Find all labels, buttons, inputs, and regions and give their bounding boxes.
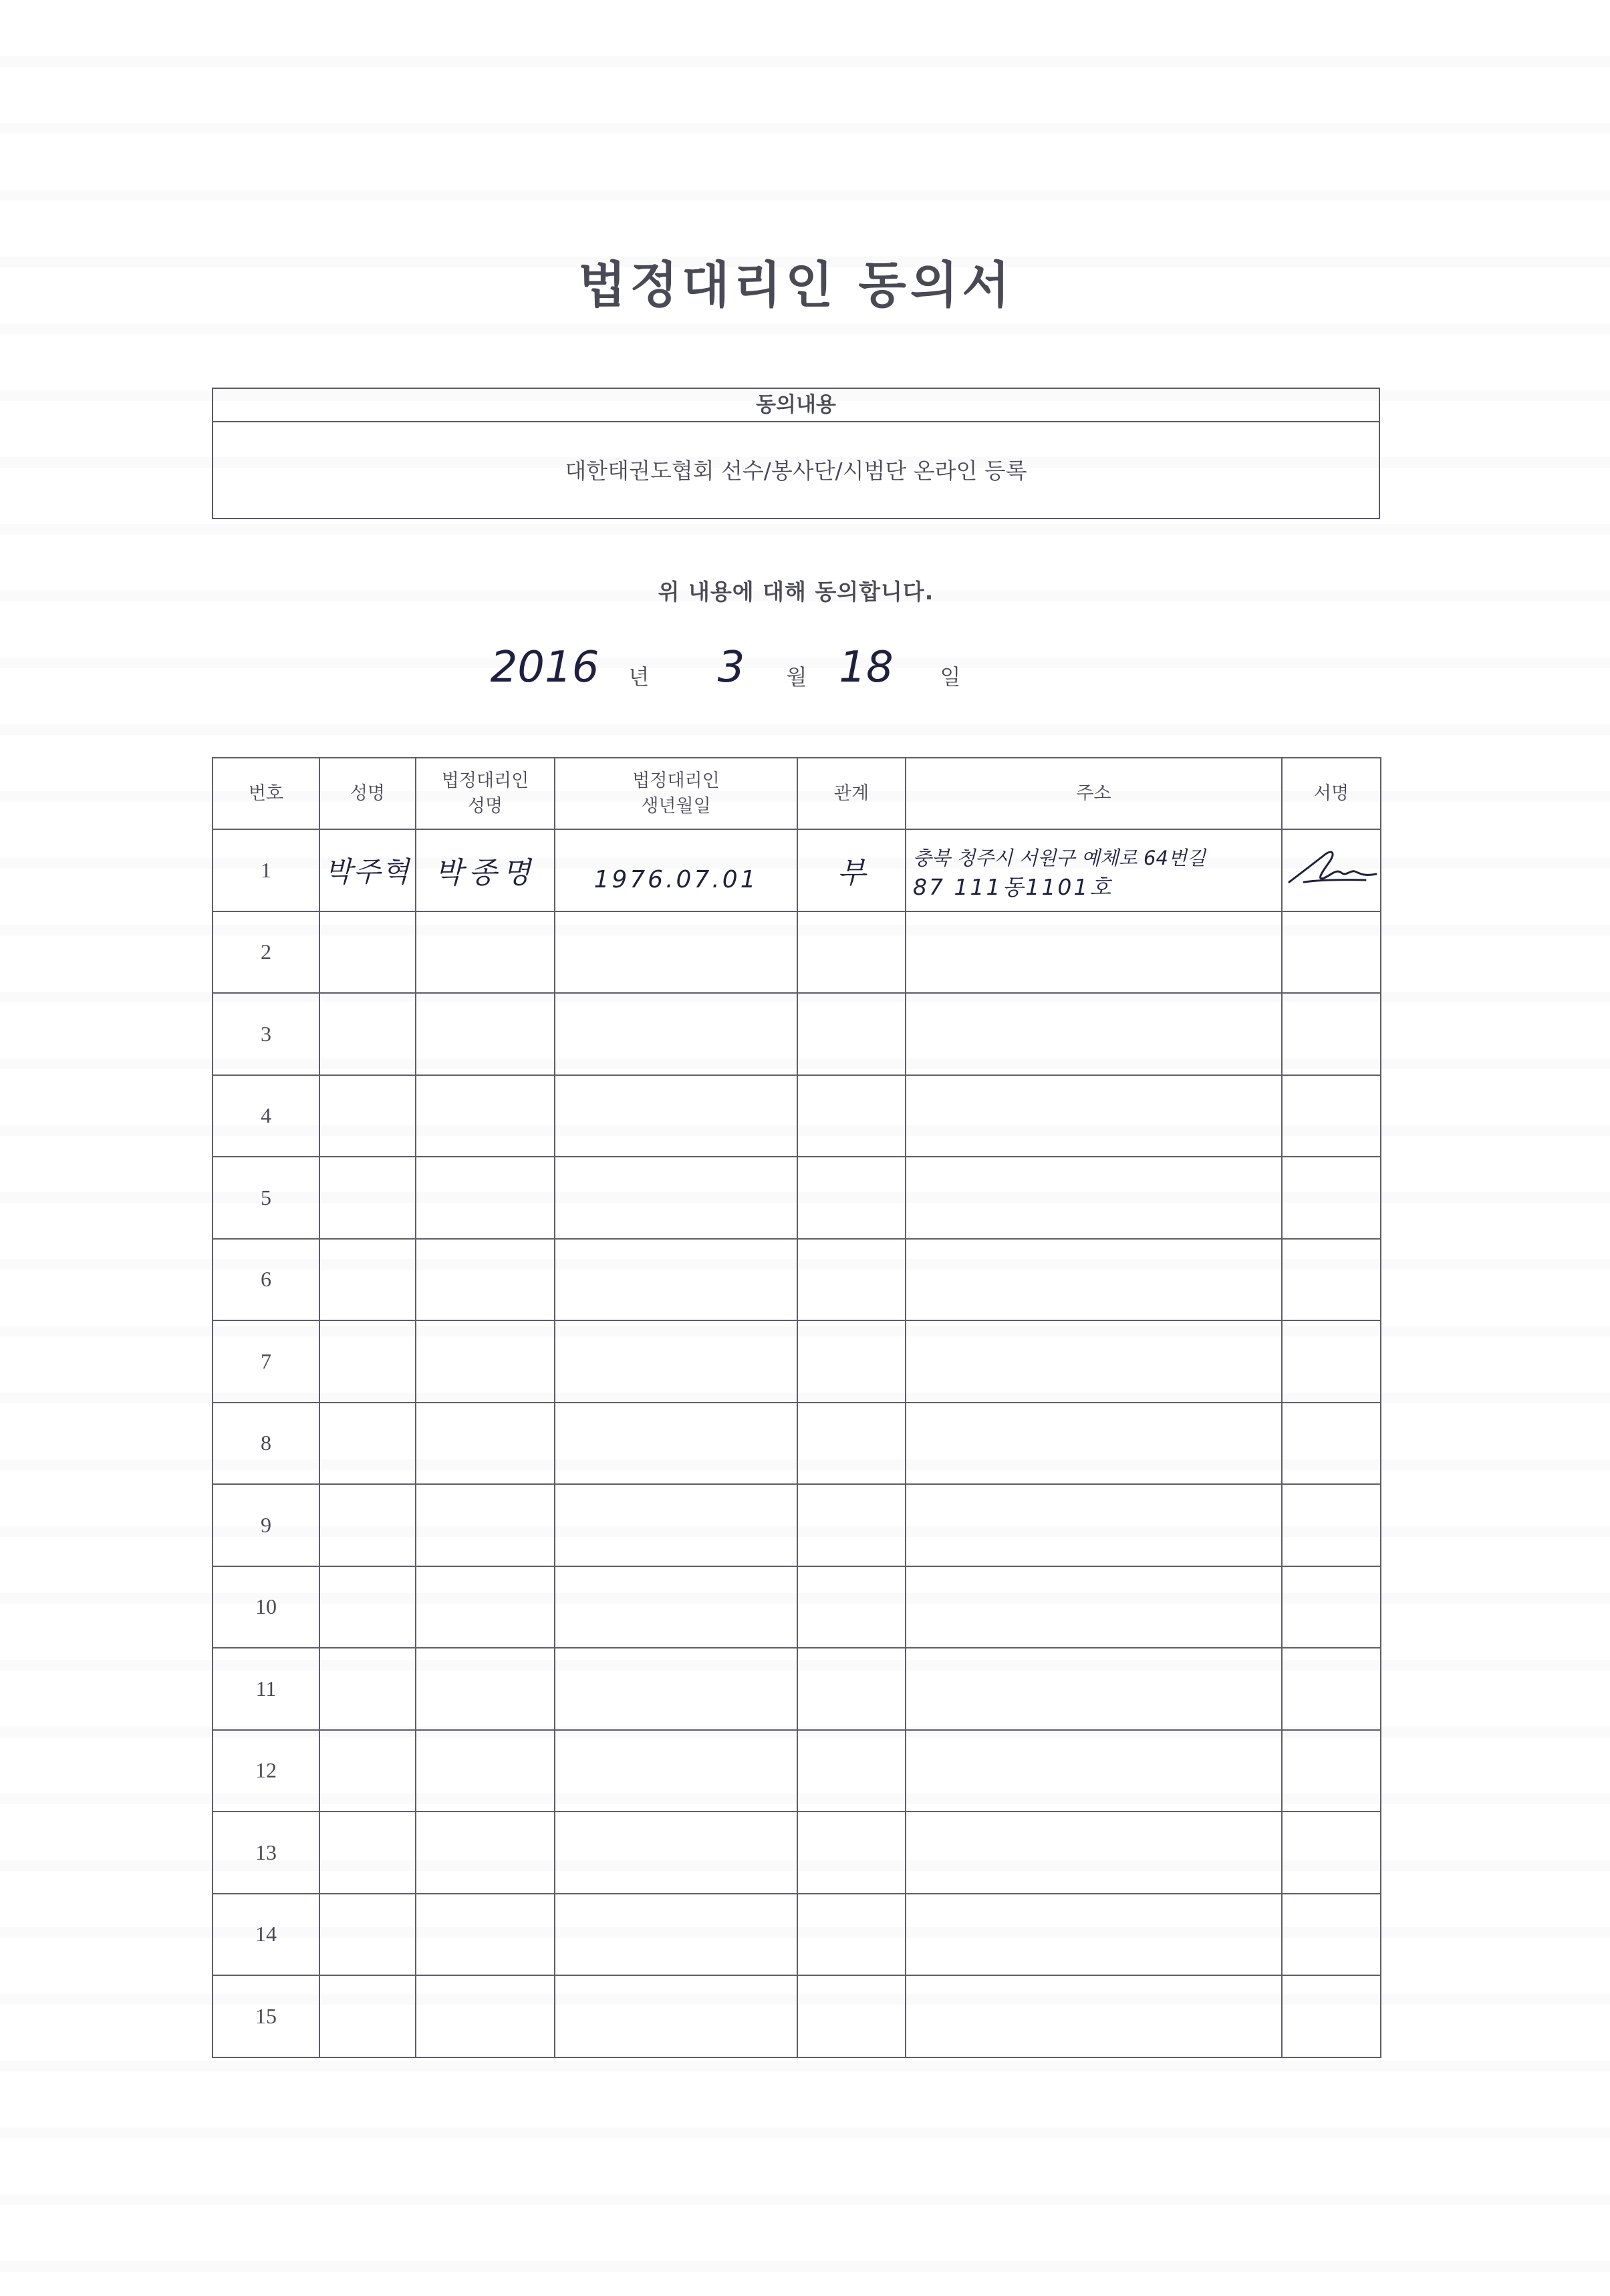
relationship: 부 (837, 856, 866, 891)
guardian-birthdate-cell (555, 1075, 797, 1157)
guardian-name-cell (416, 1239, 555, 1321)
row-number-cell (213, 1975, 319, 2057)
relationship-cell (797, 1730, 906, 1812)
address-cell (906, 829, 1282, 911)
name-cell (319, 1566, 416, 1648)
relationship-cell (797, 1894, 906, 1976)
date-month: 3 (717, 643, 745, 692)
table-row (213, 829, 1381, 911)
row-number-cell (213, 1894, 319, 1976)
row-number-cell (213, 1157, 319, 1239)
signature-cell (1282, 1320, 1381, 1403)
row-number: 9 (261, 1512, 271, 1537)
table-row (213, 1894, 1381, 1976)
row-number-cell (213, 911, 319, 994)
address-cell (906, 1566, 1282, 1648)
name-cell (319, 1648, 416, 1730)
name-cell (319, 1484, 416, 1566)
guardian-birthdate-cell (555, 1812, 797, 1894)
guardian-name-cell (416, 1730, 555, 1812)
row-number: 8 (261, 1431, 271, 1455)
row-number-cell (213, 1484, 319, 1566)
guardian-name-cell (416, 1157, 555, 1239)
name-cell (319, 1812, 416, 1894)
address-cell (906, 1403, 1282, 1485)
header-guardian-birthdate (555, 758, 797, 829)
signature-cell (1282, 1812, 1381, 1894)
relationship-cell (797, 1484, 906, 1566)
name-cell (319, 829, 416, 911)
address-cell (906, 993, 1282, 1075)
row-number: 4 (261, 1103, 271, 1128)
address-line-1: 충북 청주시 서원구 예체로 64번길 (913, 847, 1206, 869)
table-row (213, 1157, 1381, 1239)
row-number: 15 (255, 2003, 277, 2028)
header-label: 성명 (467, 795, 503, 817)
signature-stroke (1289, 852, 1376, 882)
relationship-cell (797, 1157, 906, 1239)
row-number-cell (213, 829, 319, 911)
guardian-name-cell (416, 911, 555, 994)
header-guardian-name (416, 758, 555, 829)
guardian-birthdate-cell (555, 1239, 797, 1321)
consent-box (212, 388, 1380, 519)
relationship-cell (797, 1648, 906, 1730)
guardian-name-cell (416, 1403, 555, 1485)
table-row (213, 1320, 1381, 1403)
header-relationship (797, 758, 906, 829)
address-cell (906, 1320, 1282, 1403)
header-label: 서명 (1313, 782, 1349, 804)
header-label: 성명 (350, 782, 386, 804)
row-number: 11 (255, 1676, 277, 1701)
table-row (213, 1403, 1381, 1485)
header-label: 관계 (833, 782, 869, 804)
row-number-cell (213, 1075, 319, 1157)
name-cell (319, 1157, 416, 1239)
guardian-birthdate-cell (555, 1730, 797, 1812)
row-number: 10 (255, 1594, 277, 1619)
address-text (913, 843, 1206, 902)
table-row (213, 993, 1381, 1075)
participant-name: 박주혁 (325, 855, 410, 889)
signature-cell (1282, 1648, 1381, 1730)
row-number: 7 (261, 1348, 271, 1373)
guardian-birthdate-cell (555, 1403, 797, 1485)
header-label: 번호 (248, 782, 284, 804)
row-number: 13 (255, 1840, 277, 1864)
signature-cell (1282, 1484, 1381, 1566)
guardian-name-cell (416, 1484, 555, 1566)
guardian-birthdate-cell (555, 1648, 797, 1730)
row-number: 12 (255, 1758, 277, 1783)
guardian-name-cell (416, 1975, 555, 2057)
table-row (213, 1239, 1381, 1321)
table-row (213, 1812, 1381, 1894)
relationship-cell (797, 829, 906, 911)
header-label: 법정대리인 (632, 770, 720, 791)
date-day: 18 (839, 643, 894, 692)
guardian-name-cell (416, 829, 555, 911)
guardian-name-cell (416, 1075, 555, 1157)
relationship-cell (797, 1566, 906, 1648)
name-cell (319, 1320, 416, 1403)
guardian-birthdate: 1976.07.01 (593, 865, 759, 893)
address-cell (906, 1239, 1282, 1321)
address-line-2: 87 111동1101호 (913, 874, 1113, 900)
guardian-birthdate-cell (555, 911, 797, 994)
table-row (213, 1484, 1381, 1566)
relationship-cell (797, 1320, 906, 1403)
row-number-cell (213, 1812, 319, 1894)
row-number-cell (213, 1403, 319, 1485)
address-cell (906, 1730, 1282, 1812)
table-header-row (213, 758, 1381, 829)
consent-box-header: 동의내용 (213, 389, 1379, 422)
guardian-birthdate-cell (555, 1157, 797, 1239)
address-cell (906, 1894, 1282, 1976)
name-cell (319, 1894, 416, 1976)
header-address (906, 758, 1282, 829)
guardian-name: 박종명 (434, 856, 536, 891)
signature-cell (1282, 1075, 1381, 1157)
signature-cell (1282, 911, 1381, 994)
name-cell (319, 1239, 416, 1321)
relationship-cell (797, 1812, 906, 1894)
name-cell (319, 1075, 416, 1157)
table-row (213, 911, 1381, 994)
row-number: 14 (255, 1922, 277, 1947)
row-number: 2 (261, 940, 271, 964)
guardian-name-cell (416, 1566, 555, 1648)
date-year-label: 년 (628, 664, 650, 690)
address-cell (906, 1812, 1282, 1894)
row-number-cell (213, 1730, 319, 1812)
address-cell (906, 1075, 1282, 1157)
relationship-cell (797, 993, 906, 1075)
address-cell (906, 1975, 1282, 2057)
row-number-cell (213, 1566, 319, 1648)
row-number: 5 (261, 1185, 271, 1209)
header-signature (1282, 758, 1381, 829)
signature-cell (1282, 1239, 1381, 1321)
address-cell (906, 1157, 1282, 1239)
header-label: 법정대리인 (441, 770, 529, 791)
row-number: 6 (261, 1267, 271, 1292)
guardian-name-cell (416, 1320, 555, 1403)
relationship-cell (797, 1403, 906, 1485)
guardian-name-cell (416, 1648, 555, 1730)
signature-cell (1282, 1403, 1381, 1485)
signature-cell (1282, 1730, 1381, 1812)
header-name (319, 758, 416, 829)
name-cell (319, 911, 416, 994)
agreement-statement: 위 내용에 대해 동의합니다. (658, 579, 934, 605)
document-title: 법정대리인 동의서 (578, 257, 1014, 314)
row-number-cell (213, 1320, 319, 1403)
name-cell (319, 1730, 416, 1812)
guardian-name-cell (416, 993, 555, 1075)
name-cell (319, 1975, 416, 2057)
signature-cell (1282, 1975, 1381, 2057)
guardian-birthdate-cell (555, 1320, 797, 1403)
signature-image (1285, 842, 1379, 898)
date-year: 2016 (490, 643, 599, 692)
row-number-cell (213, 1239, 319, 1321)
guardian-birthdate-cell (555, 1566, 797, 1648)
signature-cell (1282, 1894, 1381, 1976)
guardian-name-cell (416, 1894, 555, 1976)
relationship-cell (797, 1975, 906, 2057)
guardian-birthdate-cell (555, 1484, 797, 1566)
table-row (213, 1566, 1381, 1648)
guardian-name-cell (416, 1812, 555, 1894)
guardian-birthdate-cell (555, 829, 797, 911)
table-row (213, 1075, 1381, 1157)
address-cell (906, 911, 1282, 994)
table-body (213, 829, 1381, 2057)
row-number-cell (213, 1648, 319, 1730)
guardian-birthdate-cell (555, 1975, 797, 2057)
guardian-birthdate-cell (555, 1894, 797, 1976)
row-number: 3 (261, 1021, 271, 1046)
relationship-cell (797, 911, 906, 994)
row-number-cell (213, 993, 319, 1075)
date-month-label: 월 (786, 664, 807, 690)
header-label: 생년월일 (641, 795, 711, 817)
date-day-label: 일 (940, 664, 961, 690)
header-label: 주소 (1076, 782, 1111, 804)
header-number (213, 758, 319, 829)
signature-cell (1282, 1157, 1381, 1239)
signature-cell (1282, 1566, 1381, 1648)
name-cell (319, 1403, 416, 1485)
signature-cell (1282, 829, 1381, 911)
table-row (213, 1648, 1381, 1730)
signature-cell (1282, 993, 1381, 1075)
row-number: 1 (261, 857, 271, 882)
relationship-cell (797, 1239, 906, 1321)
table-row (213, 1975, 1381, 2057)
name-cell (319, 993, 416, 1075)
relationship-cell (797, 1075, 906, 1157)
representative-table (212, 757, 1381, 2058)
guardian-birthdate-cell (555, 993, 797, 1075)
address-cell (906, 1484, 1282, 1566)
consent-box-content: 대한태권도협회 선수/봉사단/시범단 온라인 등록 (565, 458, 1027, 484)
table-row (213, 1730, 1381, 1812)
address-cell (906, 1648, 1282, 1730)
